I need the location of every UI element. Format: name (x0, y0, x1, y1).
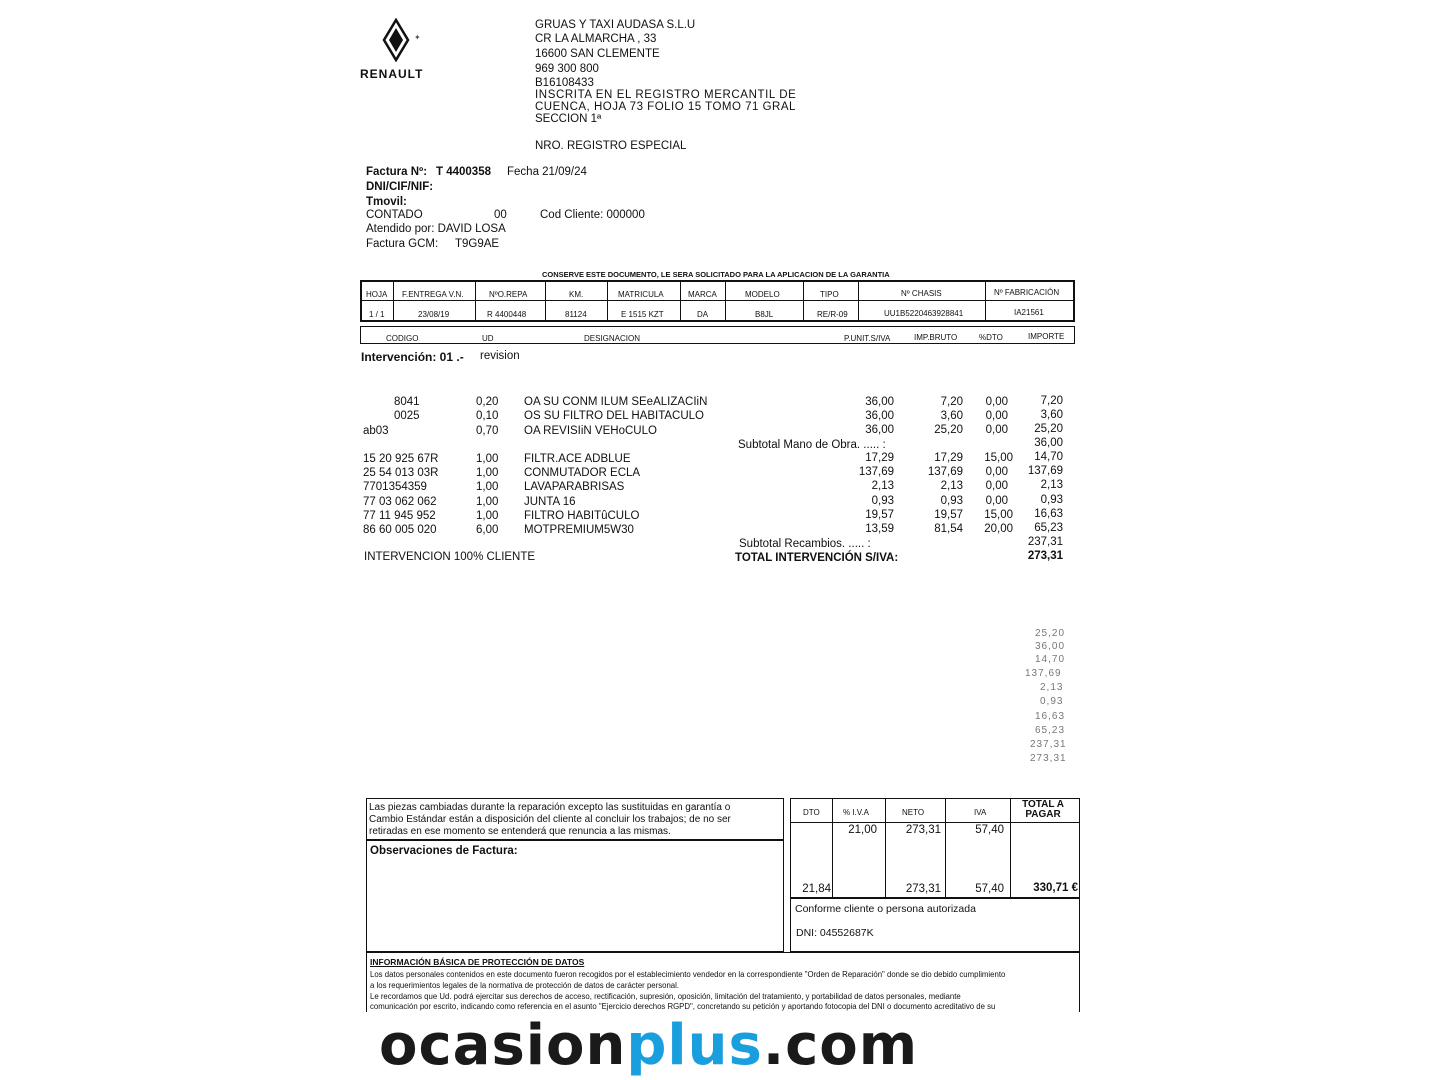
renault-logo (368, 18, 438, 70)
cod-cliente: Cod Cliente: 000000 (540, 209, 645, 221)
bleed-value: 14,70 (1035, 654, 1066, 665)
item-bruto: 0,93 (940, 495, 963, 507)
item-desc: OA REVISIiN VEHoCULO (524, 425, 657, 437)
item-dto: 15,00 (984, 509, 1013, 521)
item-code: ab03 (363, 425, 389, 437)
bleed-value: 273,31 (1030, 753, 1067, 764)
col-impbruto: IMP.BRUTO (914, 333, 958, 342)
item-importe: 16,63 (1034, 508, 1063, 520)
bleed-value: 65,23 (1035, 725, 1066, 736)
observaciones-label: Observaciones de Factura: (370, 845, 518, 857)
val-chasis: UU1B5220463928841 (884, 309, 964, 318)
svg-text:✦: ✦ (414, 33, 421, 42)
col-codigo: CODIGO (386, 334, 419, 343)
item-punit: 36,00 (865, 424, 894, 436)
privacy-line: Le recordamos que Ud. podrá ejercitar sus derechos de acceso, rectificación, supresión, oposición, limitación del tratamiento, y portabilidad de datos personales, mediante (370, 992, 961, 1001)
warranty-line: Las piezas cambiadas durante la reparación excepto las sustituidas en garantía o (369, 802, 731, 813)
company-line: CUENCA, HOJA 73 FOLIO 15 TOMO 71 GRAL (535, 101, 796, 113)
company-line: B16108433 (535, 77, 594, 89)
watermark-part2: plus (626, 1013, 763, 1078)
atendido-por: Atendido por: DAVID LOSA (366, 223, 506, 235)
item-ud: 1,00 (476, 496, 499, 508)
item-code: 15 20 925 67R (363, 453, 439, 465)
totals-dto: 21,84 (802, 883, 831, 895)
warranty-line: retiradas en ese momento se entenderá que renuncia a las mismas. (369, 826, 671, 837)
item-dto: 15,00 (984, 452, 1013, 464)
intervencion-desc: revision (480, 350, 520, 362)
item-code: 7701354359 (363, 481, 427, 493)
col-fabricacion: Nº FABRICACIÓN (994, 288, 1060, 297)
guarantee-notice: CONSERVE ESTE DOCUMENTO, LE SERA SOLICITADO PARA LA APLICACION DE LA GARANTIA (542, 270, 890, 279)
item-desc: CONMUTADOR ECLA (524, 467, 641, 479)
contado-label: CONTADO (366, 209, 423, 221)
totals-iva-pct: 21,00 (848, 824, 877, 836)
totals-col-total: TOTAL A PAGAR (1022, 799, 1064, 820)
company-line: CR LA ALMARCHA , 33 (535, 33, 657, 45)
company-line: 16600 SAN CLEMENTE (535, 48, 660, 60)
privacy-line: a los requerimientos legales de la normativa de protección de datos de carácter personal. (370, 981, 680, 990)
col-marca: MARCA (688, 290, 717, 299)
total-intervencion-value: 273,31 (1027, 550, 1063, 562)
col-modelo: MODELO (745, 290, 780, 299)
bleed-value: 25,20 (1035, 628, 1066, 639)
col-km: KM. (569, 290, 584, 299)
val-modelo: B8JL (755, 310, 774, 319)
item-ud: 1,00 (476, 467, 499, 479)
conforme-label: Conforme cliente o persona autorizada (795, 903, 976, 915)
item-ud: 6,00 (476, 524, 499, 536)
item-code: 0025 (394, 410, 420, 422)
item-punit: 36,00 (865, 410, 894, 422)
totals-col-dto: DTO (803, 808, 820, 817)
totals-neto-1: 273,31 (905, 824, 941, 836)
item-desc: LAVAPARABRISAS (524, 481, 625, 493)
item-importe: 14,70 (1034, 451, 1063, 463)
subtotal-recambios-label: Subtotal Recambios. ..... : (739, 538, 871, 550)
intervencion-label: Intervención: 01 .- (361, 350, 464, 364)
col-fentrega: F.ENTREGA V.N. (402, 290, 464, 299)
item-dto: 0,00 (985, 495, 1008, 507)
item-code: 77 11 945 952 (363, 510, 436, 522)
val-km: 81124 (565, 310, 587, 319)
item-bruto: 7,20 (940, 396, 963, 408)
item-punit: 13,59 (865, 523, 894, 535)
col-matricula: MATRICULA (618, 290, 664, 299)
item-ud: 1,00 (476, 453, 499, 465)
col-chasis: Nº CHASIS (901, 289, 942, 298)
item-bruto: 2,13 (940, 480, 963, 492)
totals-neto-2: 273,31 (905, 883, 941, 895)
item-importe: 25,20 (1034, 423, 1063, 435)
item-importe: 0,93 (1040, 494, 1063, 506)
item-ud: 1,00 (476, 481, 499, 493)
item-ud: 0,20 (476, 396, 499, 408)
contado-value: 00 (494, 209, 507, 221)
item-bruto: 3,60 (940, 410, 963, 422)
item-bruto: 17,29 (934, 452, 963, 464)
val-hoja: 1 / 1 (369, 310, 385, 319)
item-importe: 7,20 (1040, 395, 1063, 407)
col-nrepa: NºO.REPA (489, 290, 528, 299)
col-designacion: DESIGNACION (584, 334, 641, 343)
item-dto: 0,00 (985, 424, 1008, 436)
factura-number: T 4400358 (436, 166, 491, 178)
col-dto: %DTO (979, 333, 1003, 342)
ocasionplus-watermark (379, 1013, 919, 1078)
item-importe: 2,13 (1040, 479, 1063, 491)
totals-iva-1: 57,40 (975, 824, 1004, 836)
vehicle-table (360, 280, 1075, 322)
total-intervencion-label: TOTAL INTERVENCIÓN S/IVA: (735, 552, 899, 564)
bleed-value: 16,63 (1035, 711, 1066, 722)
bleed-value: 36,00 (1035, 641, 1066, 652)
item-desc: MOTPREMIUM5W30 (524, 524, 634, 536)
bleed-value: 2,13 (1040, 682, 1064, 693)
col-hoja: HOJA (366, 290, 388, 299)
totals-col-iva: IVA (974, 808, 987, 817)
factura-gcm-label: Factura GCM: (366, 238, 439, 250)
col-importe: IMPORTE (1028, 332, 1065, 341)
bleed-value: 0,93 (1040, 696, 1064, 707)
item-desc: FILTRO HABITûCULO (524, 510, 640, 522)
factura-gcm-value: T9G9AE (455, 238, 500, 250)
subtotal-mano-label: Subtotal Mano de Obra. ..... : (738, 439, 886, 451)
company-line: INSCRITA EN EL REGISTRO MERCANTIL DE (535, 89, 797, 101)
subtotal-mano-value: 36,00 (1034, 437, 1063, 449)
totals-col-neto: NETO (902, 808, 925, 817)
watermark-part1: ocasion (379, 1013, 627, 1078)
val-nrepa: R 4400448 (487, 310, 527, 319)
warranty-line: Cambio Estándar están a disposición del cliente al concluir los trabajos; de no ser (369, 814, 731, 825)
item-desc: FILTR.ACE ADBLUE (524, 453, 631, 465)
item-desc: JUNTA 16 (524, 496, 576, 508)
subtotal-recambios-value: 237,31 (1027, 536, 1063, 548)
privacy-line: Los datos personales contenidos en este documento fueron recogidos por el establecimiento vendedor en la correspondiente "Orden de Reparación" donde se dio debido cumplimiento (370, 970, 1006, 979)
items-header (360, 326, 1075, 344)
item-ud: 1,00 (476, 510, 499, 522)
fecha: Fecha 21/09/24 (507, 166, 587, 178)
dni-label: DNI/CIF/NIF: (366, 181, 434, 193)
company-line: SECCION 1ª (535, 113, 602, 125)
tmovil-label: Tmovil: (366, 196, 407, 208)
item-desc: OS SU FILTRO DEL HABITACULO (524, 410, 704, 422)
col-ud: UD (482, 334, 494, 343)
item-punit: 36,00 (865, 396, 894, 408)
totals-col-iva-pct: % I.V.A (843, 808, 869, 817)
bleed-value: 137,69 (1025, 668, 1062, 679)
item-dto: 0,00 (985, 480, 1008, 492)
item-dto: 0,00 (985, 396, 1008, 408)
val-fabricacion: IA21561 (1014, 308, 1044, 317)
item-punit: 0,93 (871, 495, 894, 507)
val-fentrega: 23/08/19 (418, 310, 450, 319)
item-code: 8041 (394, 396, 420, 408)
intervencion-cliente: INTERVENCION 100% CLIENTE (364, 551, 536, 563)
renault-diamond-icon (368, 18, 428, 62)
item-code: 86 60 005 020 (363, 524, 437, 536)
watermark-part3: .com (762, 1013, 919, 1078)
item-bruto: 19,57 (934, 509, 963, 521)
totals-iva-2: 57,40 (975, 883, 1004, 895)
privacy-line: comunicación por escrito, indicando como referencia en el asunto "Ejercicio derechos RGPD", concretando su petición y aportando fotocopia del DNI o documento acreditativo de su (370, 1002, 996, 1011)
item-ud: 0,10 (476, 410, 499, 422)
col-punit: P.UNIT.S/IVA (844, 334, 891, 343)
val-tipo: RE/R-09 (817, 310, 848, 319)
item-punit: 17,29 (865, 452, 894, 464)
dni-value: DNI: 04552687K (796, 927, 874, 939)
factura-label: Factura Nº: (366, 166, 428, 178)
privacy-title: INFORMACIÓN BÁSICA DE PROTECCIÓN DE DATOS (370, 957, 585, 967)
item-code: 25 54 013 03R (363, 467, 439, 479)
item-bruto: 137,69 (927, 466, 963, 478)
item-dto: 0,00 (985, 410, 1008, 422)
registro-especial: NRO. REGISTRO ESPECIAL (535, 140, 687, 152)
item-bruto: 81,54 (934, 523, 963, 535)
item-dto: 0,00 (985, 466, 1008, 478)
item-importe: 3,60 (1040, 409, 1063, 421)
brand-name: RENAULT (360, 67, 424, 81)
item-punit: 19,57 (865, 509, 894, 521)
item-ud: 0,70 (476, 425, 499, 437)
val-matricula: E 1515 KZT (621, 310, 664, 319)
bleed-value: 237,31 (1030, 739, 1067, 750)
val-marca: DA (697, 310, 709, 319)
item-desc: OA SU CONM ILUM SEeALIZACIiN (524, 396, 708, 408)
item-code: 77 03 062 062 (363, 496, 437, 508)
item-punit: 137,69 (858, 466, 894, 478)
company-line: GRUAS Y TAXI AUDASA S.L.U (535, 19, 696, 31)
item-bruto: 25,20 (934, 424, 963, 436)
item-importe: 65,23 (1034, 522, 1063, 534)
col-tipo: TIPO (820, 290, 839, 299)
item-dto: 20,00 (984, 523, 1013, 535)
item-importe: 137,69 (1027, 465, 1063, 477)
company-line: 969 300 800 (535, 63, 599, 75)
total-a-pagar: 330,71 € (1033, 882, 1078, 894)
item-punit: 2,13 (871, 480, 894, 492)
